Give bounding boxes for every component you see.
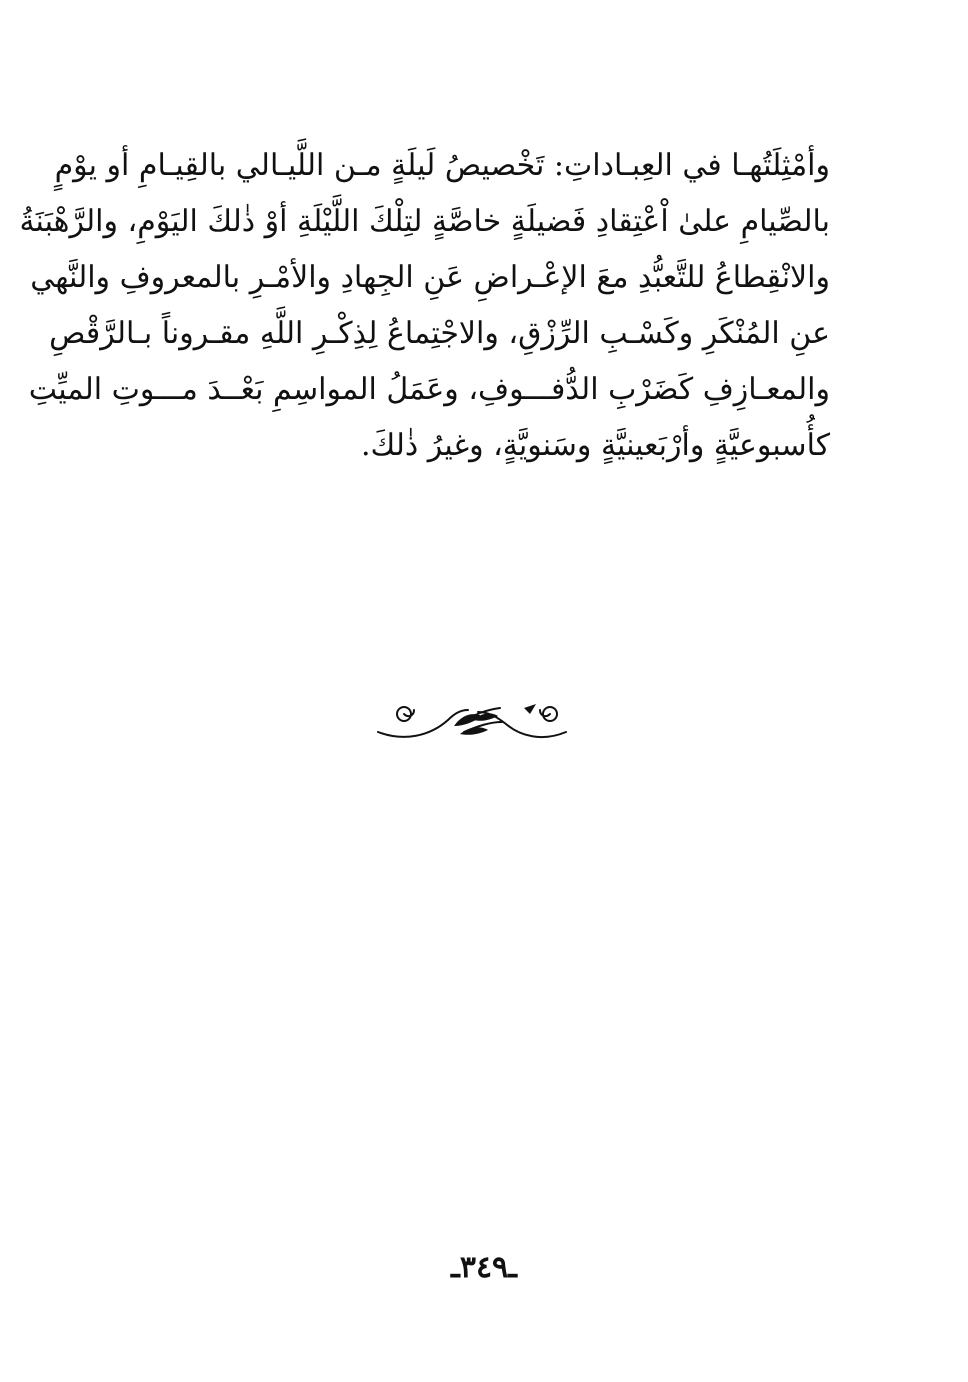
body-line-6: كأُسبوعيَّةٍ وأرْبَعينيَّةٍ وسَنويَّةٍ، وغيرُ ذٰلكَ.	[360, 428, 830, 463]
floral-flourish-icon	[374, 692, 570, 744]
body-line-3: والانْقِطاعُ للتَّعبُّدِ معَ الإعْـراضِ عَنِ الجِهادِ والأمْـرِ بالمعروفِ والنَّهي	[30, 260, 830, 295]
body-line-1: وأمْثِلَتُهـا في العِبـاداتِ: تَخْصيصُ لَيلَةٍ مـن اللَّيـالي بالقِيـامِ أو يوْمٍ	[54, 148, 830, 183]
page-number: ـ٣٤٩ـ	[451, 1250, 517, 1285]
body-line-5: والمعـازِفِ كَضَرْبِ الدُّفـــوفِ، وعَمَلُ المواسِمِ بَعْــدَ مـــوتِ الميِّتِ	[28, 372, 830, 407]
body-line-2: بالصِّيامِ علىٰ اْعْتِقادِ فَضيلَةٍ خاصَّةٍ لتِلْكَ اللَّيْلَةِ أوْ ذٰلكَ اليَوْمِ، والرَّهْبَنَةُ	[19, 204, 830, 239]
page-body	[19, 138, 830, 474]
body-line-4: عنِ المُنْكَرِ وكَسْـبِ الرِّزْقِ، والاجْتِماعُ لِذِكْـرِ اللَّهِ مقـروناً بـالرَّقْصِ	[49, 316, 830, 351]
